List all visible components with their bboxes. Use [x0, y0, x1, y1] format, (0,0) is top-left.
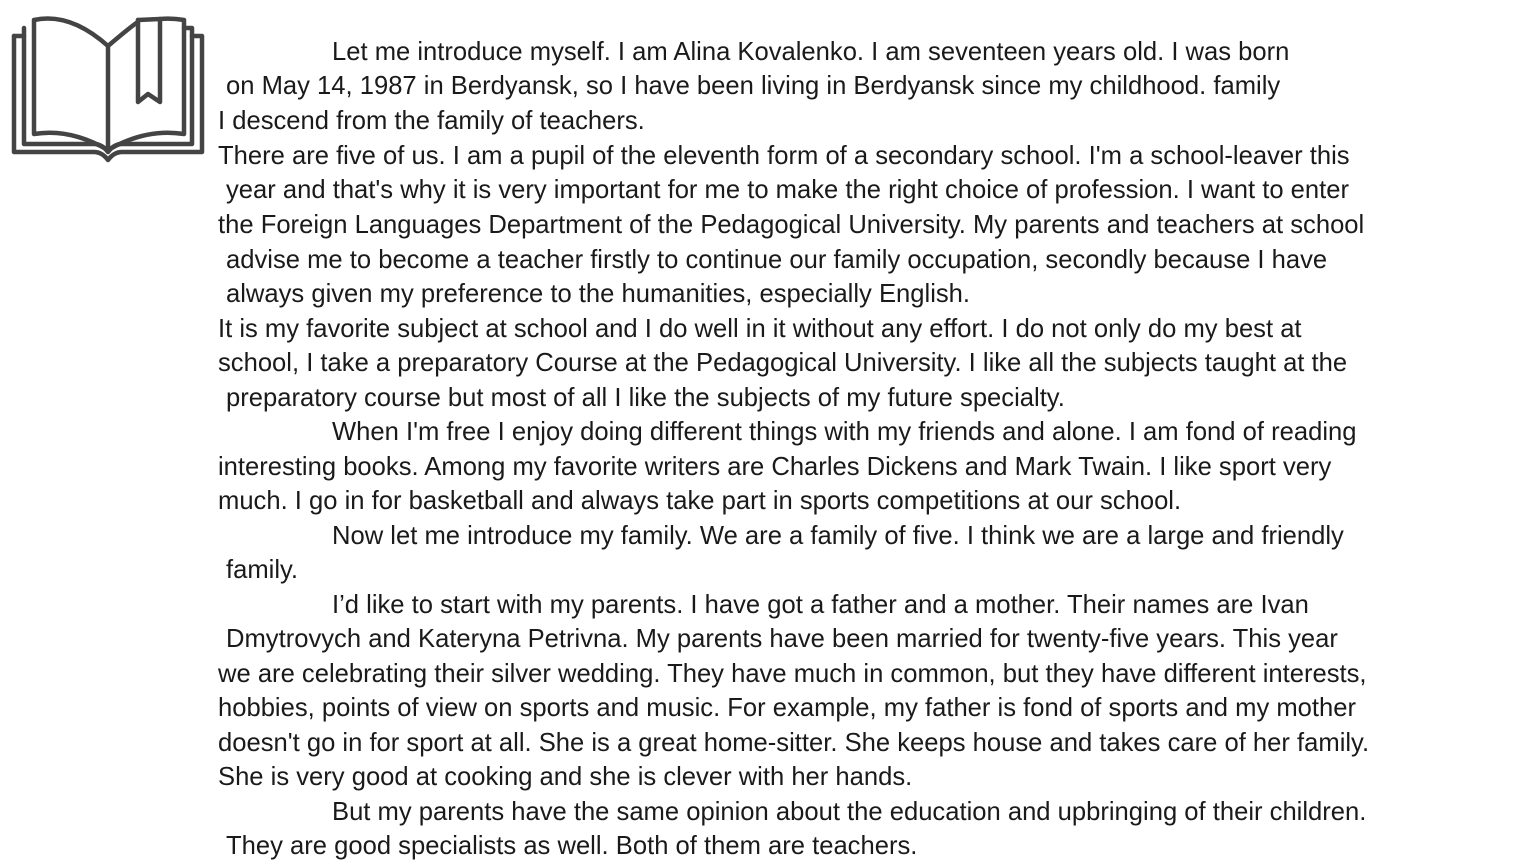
text-line: hobbies, points of view on sports and music. For example, my father is fond of sports and my mother	[218, 694, 1357, 722]
text-line: year and that's why it is very important for me to make the right choice of profession. I want to enter	[226, 176, 1350, 204]
text-line: They are good specialists as well. Both of them are teachers.	[226, 832, 918, 860]
text-line: advise me to become a teacher firstly to continue our family occupation, secondly because I have	[226, 246, 1328, 274]
text-line: There are five of us. I am a pupil of the eleventh form of a secondary school. I'm a school-leaver this	[218, 142, 1350, 170]
text-line: school, I take a preparatory Course at the Pedagogical University. I like all the subjects taught at the	[218, 349, 1348, 377]
text-line: It is my favorite subject at school and I do well in it without any effort. I do not only do my best at	[218, 315, 1302, 343]
text-line: much. I go in for basketball and always take part in sports competitions at our school.	[218, 487, 1182, 515]
text-line: I’d like to start with my parents. I have got a father and a mother. Their names are Ivan	[332, 591, 1309, 619]
text-line: Let me introduce myself. I am Alina Kovalenko. I am seventeen years old. I was born	[332, 38, 1290, 66]
text-line: family.	[226, 556, 299, 584]
text-line: I descend from the family of teachers.	[218, 107, 645, 135]
text-line: She is very good at cooking and she is clever with her hands.	[218, 763, 913, 791]
text-line: we are celebrating their silver wedding. They have much in common, but they have different interests,	[218, 660, 1367, 688]
text-line: doesn't go in for sport at all. She is a great home-sitter. She keeps house and takes care of her family.	[218, 729, 1370, 757]
text-line: preparatory course but most of all I like the subjects of my future specialty.	[226, 384, 1065, 412]
text-line: Dmytrovych and Kateryna Petrivna. My parents have been married for twenty-five years. This year	[226, 625, 1338, 653]
text-line: When I'm free I enjoy doing different things with my friends and alone. I am fond of reading	[332, 418, 1357, 446]
text-line: always given my preference to the humanities, especially English.	[226, 280, 971, 308]
text-line: interesting books. Among my favorite writers are Charles Dickens and Mark Twain. I like sport very	[218, 453, 1332, 481]
text-line: But my parents have the same opinion about the education and upbringing of their children.	[332, 798, 1367, 826]
text-line: the Foreign Languages Department of the Pedagogical University. My parents and teachers at school	[218, 211, 1365, 239]
text-line: Now let me introduce my family. We are a family of five. I think we are a large and friendly	[332, 522, 1344, 550]
text-line: on May 14, 1987 in Berdyansk, so I have been living in Berdyansk since my childhood. family	[226, 72, 1281, 100]
